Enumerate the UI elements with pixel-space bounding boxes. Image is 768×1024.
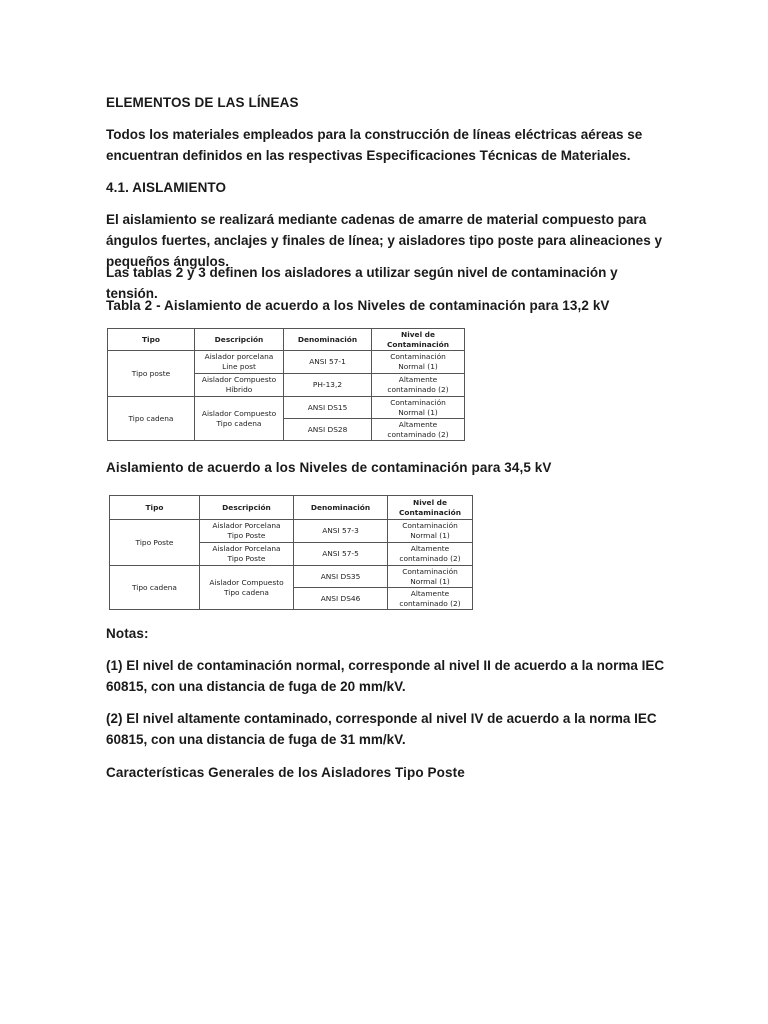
cell-tipo: Tipo cadena [110,566,200,610]
header-nivel: Nivel de Contaminación [372,329,465,351]
cell-descripcion: Aislador Compuesto Tipo cadena [200,566,294,610]
header-tipo: Tipo [110,496,200,520]
cell-denominacion: ANSI 57-3 [294,520,388,543]
header-nivel: Nivel de Contaminación [388,496,473,520]
table-34kv [109,495,473,610]
table-row [108,397,465,419]
cell-denominacion: ANSI 57-1 [284,351,372,374]
table-row [108,351,465,374]
table1-caption: Tabla 2 - Aislamiento de acuerdo a los Niveles de contaminación para 13,2 kV [106,298,610,313]
page-title: ELEMENTOS DE LAS LÍNEAS [106,95,299,110]
cell-denominacion: ANSI DS28 [284,419,372,441]
cell-descripcion: Aislador porcelana Line post [195,351,284,374]
note-1: (1) El nivel de contaminación normal, corresponde al nivel II de acuerdo a la norma IEC 60815, con una distancia de fuga de 20 mm/kV. [106,658,665,694]
tables-intro-paragraph: Las tablas 2 y 3 definen los aisladores a utilizar según nivel de contaminación y tensión. [106,265,618,301]
note-2: (2) El nivel altamente contaminado, corresponde al nivel IV de acuerdo a la norma IEC 60815, con una distancia de fuga de 31 mm/kV. [106,711,657,747]
cell-nivel: Altamente contaminado (2) [372,419,465,441]
section-heading: 4.1. AISLAMIENTO [106,180,227,195]
table2-caption: Aislamiento de acuerdo a los Niveles de contaminación para 34,5 kV [106,460,552,475]
cell-nivel: Altamente contaminado (2) [388,543,473,566]
header-tipo: Tipo [108,329,195,351]
header-denominacion: Denominación [294,496,388,520]
cell-descripcion: Aislador Porcelana Tipo Poste [200,543,294,566]
cell-nivel: Contaminación Normal (1) [388,566,473,588]
cell-tipo: Tipo poste [108,351,195,397]
table-header-row [108,329,465,351]
notes-heading: Notas: [106,626,149,641]
cell-nivel: Contaminación Normal (1) [388,520,473,543]
header-descripcion: Descripción [200,496,294,520]
cell-tipo: Tipo cadena [108,397,195,441]
table-header-row [110,496,473,520]
cell-nivel: Contaminación Normal (1) [372,397,465,419]
cell-denominacion: ANSI DS46 [294,588,388,610]
header-descripcion: Descripción [195,329,284,351]
cell-denominacion: PH-13,2 [284,374,372,397]
final-heading: Características Generales de los Aisladores Tipo Poste [106,765,465,780]
header-denominacion: Denominación [284,329,372,351]
cell-descripcion: Aislador Porcelana Tipo Poste [200,520,294,543]
cell-tipo: Tipo Poste [110,520,200,566]
cell-descripcion: Aislador Compuesto Tipo cadena [195,397,284,441]
cell-denominacion: ANSI DS35 [294,566,388,588]
table-row [110,520,473,543]
intro-paragraph: Todos los materiales empleados para la construcción de líneas eléctricas aéreas se encuentran definidos en las respectivas Especificaciones Técnicas de Materiales. [106,127,643,163]
table-row [110,566,473,588]
cell-nivel: Altamente contaminado (2) [388,588,473,610]
cell-nivel: Altamente contaminado (2) [372,374,465,397]
cell-nivel: Contaminación Normal (1) [372,351,465,374]
cell-denominacion: ANSI DS15 [284,397,372,419]
section-paragraph: El aislamiento se realizará mediante cadenas de amarre de material compuesto para ángulos fuertes, anclajes y finales de línea; y aisladores tipo poste para alineaciones y pequeños ángulos. [106,212,662,269]
cell-descripcion: Aislador Compuesto Híbrido [195,374,284,397]
cell-denominacion: ANSI 57-5 [294,543,388,566]
table-13kv [107,328,465,441]
